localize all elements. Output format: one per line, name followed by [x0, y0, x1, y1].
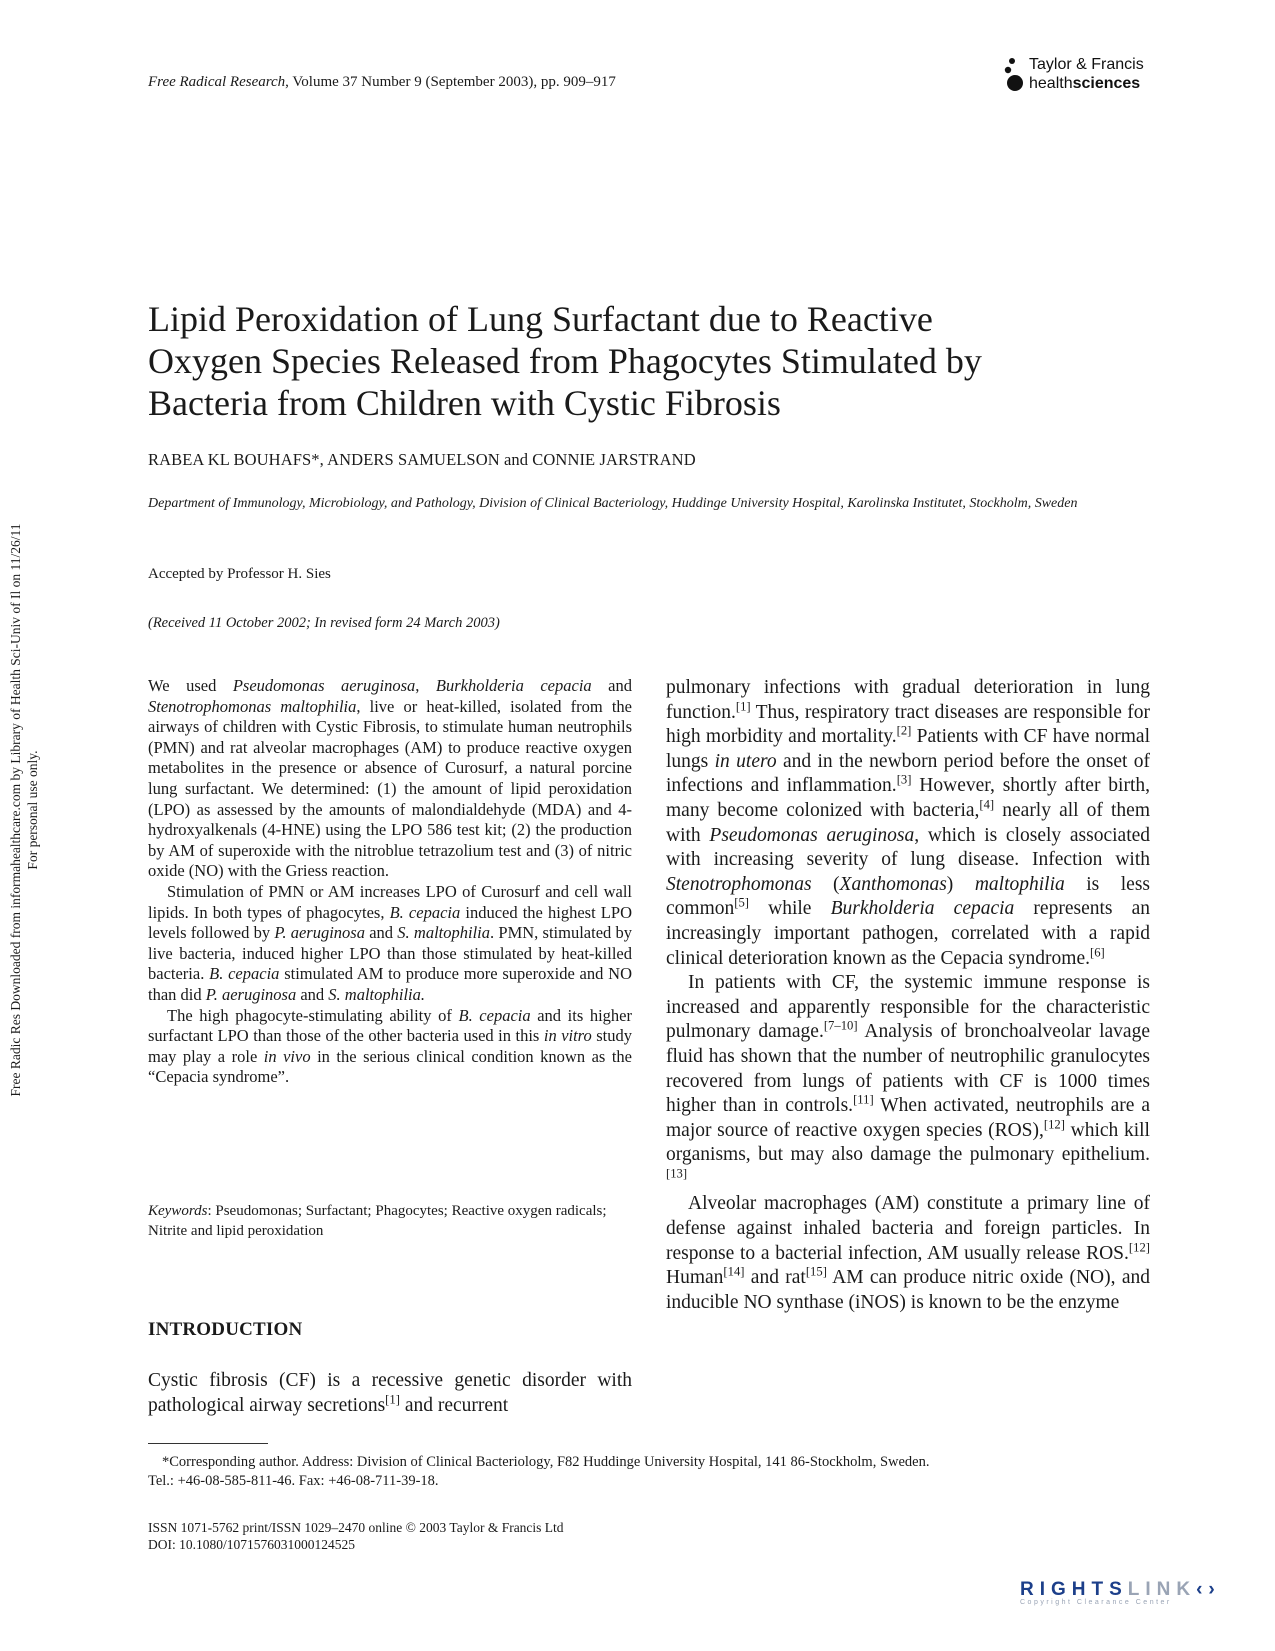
download-watermark-line1: Free Radic Res Downloaded from informahealthcare.com by Library of Health Sci-Univ of Il on 11/26/11 [8, 523, 23, 1097]
rightslink-badge[interactable] [1020, 1579, 1250, 1619]
rightslink-subtitle: Copyright Clearance Center [1020, 1599, 1172, 1606]
journal-volume-pages: , Volume 37 Number 9 (September 2003), pp. 909–917 [285, 74, 616, 90]
footnote-divider [148, 1443, 268, 1444]
article-title-line2: Oxygen Species Released from Phagocytes Stimulated by [148, 341, 982, 381]
body-paragraph-1: pulmonary infections with gradual deterioration in lung function.[1] Thus, respiratory tract diseases are responsible for high morbidity and mortality.[2] Patients with CF have normal lungs in utero and in the newborn period before the onset of infections and inflammation.[3] However, shortly after birth, many become colonized with bacteria,[4] nearly all of them with Pseudomonas aeruginosa, which is closely associated with increasing severity of lung disease. Infection with Stenotrophomonas (Xanthomonas) maltophilia is less common[5] while Burkholderia cepacia represents an increasingly important pathogen, correlated with a rapid clinical deterioration known as the Cepacia syndrome.[6] [666, 677, 1151, 969]
body-paragraph-2: In patients with CF, the systemic immune response is increased and apparently responsible for the characteristic pulmonary damage.[7–10] Analysis of bronchoalveolar lavage fluid has shown that the number of neutrophilic granulocytes recovered from lungs of patients with CF is 1000 times higher than in controls.[11] When activated, neutrophils are a major source of reactive oxygen species (ROS),[12] which kill organisms, but may also damage the pulmonary epithelium.[13] [666, 972, 1151, 1181]
received-dates: (Received 11 October 2002; In revised form 24 March 2003) [148, 615, 500, 631]
section-heading-introduction: INTRODUCTION [148, 1319, 303, 1340]
rightslink-arrow-icon: ‹› [1196, 1579, 1221, 1600]
abstract-paragraph-1: We used Pseudomonas aeruginosa, Burkholderia cepacia and Stenotrophomonas maltophilia, live or heat-killed, isolated from the airways of children with Cystic Fibrosis, to stimulate human neutrophils (PMN) and rat alveolar macrophages (AM) to produce reactive oxygen metabolites in the presence or absence of Curosurf, a natural porcine lung surfactant. We determined: (1) the amount of lipid peroxidation (LPO) as assessed by the amounts of malondialdehyde (MDA) and 4-hydroxyalkenals (4-HNE) using the LPO 586 test kit; (2) the production by AM of superoxide with the nitroblue tetrazolium test and (3) of nitric oxide (NO) with the Griess reaction. [148, 676, 632, 881]
abstract [148, 676, 632, 1088]
article-title [148, 298, 1128, 424]
publication-info [148, 1519, 564, 1553]
doi-line: DOI: 10.1080/1071576031000124525 [148, 1537, 355, 1552]
corresponding-author-footnote [148, 1453, 1158, 1491]
article-title-line1: Lipid Peroxidation of Lung Surfactant due to Reactive [148, 299, 933, 339]
publisher-logo [1003, 55, 1153, 95]
publisher-logo-icon [1003, 57, 1025, 93]
rightslink-logo: RIGHTSLINK‹› [1020, 1579, 1221, 1600]
introduction-paragraph: Cystic fibrosis (CF) is a recessive genetic disorder with pathological airway secretions[1] and recurrent [148, 1370, 632, 1416]
accepted-by: Accepted by Professor H. Sies [148, 566, 331, 582]
download-watermark [10, 460, 40, 1160]
footnote-contact: Tel.: +46-08-585-811-46. Fax: +46-08-711-39-18. [148, 1473, 439, 1489]
affiliation: Department of Immunology, Microbiology, and Pathology, Division of Clinical Bacteriology, Huddinge University Hospital, Karolinska Institutet, Stockholm, Sweden [148, 496, 1078, 511]
issn-line: ISSN 1071-5762 print/ISSN 1029–2470 online © 2003 Taylor & Francis Ltd [148, 1520, 564, 1535]
keywords-text: : Pseudomonas; Surfactant; Phagocytes; Reactive oxygen radicals; Nitrite and lipid peroxidation [148, 1203, 607, 1239]
publisher-logo-line1: Taylor & Francis [1029, 56, 1144, 73]
author-list: RABEA KL BOUHAFS*, ANDERS SAMUELSON and CONNIE JARSTRAND [148, 450, 696, 469]
footnote-address: *Corresponding author. Address: Division of Clinical Bacteriology, F82 Huddinge University Hospital, 141 86-Stockholm, Sweden. [162, 1454, 930, 1470]
body-paragraph-3: Alveolar macrophages (AM) constitute a primary line of defense against inhaled bacteria and foreign particles. In response to a bacterial infection, AM usually release ROS.[12] Human[14] and rat[15] AM can produce nitric oxide (NO), and inducible NO synthase (iNOS) is known to be the enzyme [666, 1193, 1150, 1313]
journal-name: Free Radical Research [148, 74, 286, 90]
keywords-label: Keywords [148, 1203, 208, 1219]
abstract-paragraph-3: The high phagocyte-stimulating ability of B. cepacia and its higher surfactant LPO than those of the other bacteria used in this in vitro study may play a role in vivo in the serious clinical condition known as the “Cepacia syndrome”. [148, 1005, 633, 1087]
download-watermark-line2: For personal use only. [25, 750, 40, 870]
keywords [148, 1201, 632, 1241]
article-title-line3: Bacteria from Children with Cystic Fibrosis [148, 383, 781, 423]
journal-citation [148, 74, 616, 91]
publisher-logo-line2: healthsciences [1029, 75, 1141, 92]
body-right-column [666, 676, 1150, 1315]
abstract-paragraph-2: Stimulation of PMN or AM increases LPO of Curosurf and cell wall lipids. In both types of phagocytes, B. cepacia induced the highest LPO levels followed by P. aeruginosa and S. maltophilia. PMN, stimulated by live bacteria, induced higher LPO than those stimulated by heat-killed bacteria. B. cepacia stimulated AM to produce more superoxide and NO than did P. aeruginosa and S. maltophilia. [148, 881, 633, 1004]
